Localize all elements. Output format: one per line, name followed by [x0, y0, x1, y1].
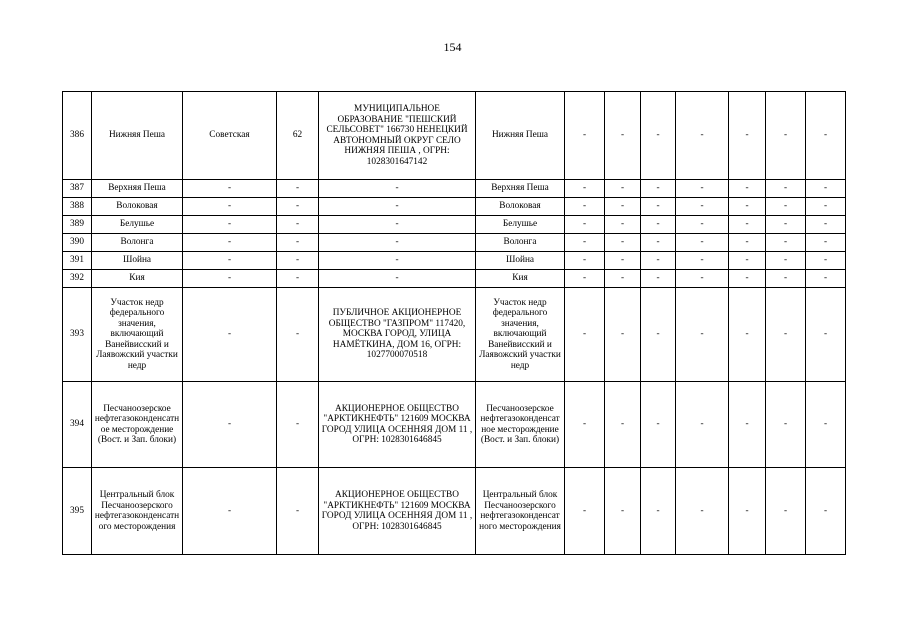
value-cell: -: [806, 216, 846, 234]
value-cell: -: [766, 234, 806, 252]
district-cell: -: [183, 198, 277, 216]
code-cell: -: [277, 198, 319, 216]
value-cell: -: [565, 198, 605, 216]
value-cell: -: [565, 288, 605, 382]
value-cell: -: [605, 216, 641, 234]
table-row: [63, 234, 846, 252]
object-name-cell: Центральный блок Песчаноозерского нефтегазоконденсатного месторождения: [476, 468, 565, 555]
value-cell: -: [729, 198, 766, 216]
value-cell: -: [641, 270, 676, 288]
value-cell: -: [729, 270, 766, 288]
table-row: [63, 198, 846, 216]
organization-cell: -: [319, 252, 476, 270]
district-cell: Советская: [183, 92, 277, 180]
settlement-name-cell: Верхняя Пеша: [92, 180, 183, 198]
table-row: [63, 180, 846, 198]
value-cell: -: [676, 216, 729, 234]
district-cell: -: [183, 382, 277, 468]
row-number-cell: 395: [63, 468, 92, 555]
settlement-name-cell: Нижняя Пеша: [92, 92, 183, 180]
settlement-name-cell: Центральный блок Песчаноозерского нефтегазоконденсатного месторождения: [92, 468, 183, 555]
code-cell: -: [277, 216, 319, 234]
value-cell: -: [641, 382, 676, 468]
organization-cell: -: [319, 198, 476, 216]
district-cell: -: [183, 270, 277, 288]
value-cell: -: [806, 92, 846, 180]
value-cell: -: [641, 288, 676, 382]
object-name-cell: Шойна: [476, 252, 565, 270]
district-cell: -: [183, 234, 277, 252]
settlement-name-cell: Шойна: [92, 252, 183, 270]
value-cell: -: [729, 92, 766, 180]
district-cell: -: [183, 468, 277, 555]
table-row: [63, 270, 846, 288]
value-cell: -: [729, 216, 766, 234]
code-cell: -: [277, 234, 319, 252]
district-cell: -: [183, 288, 277, 382]
value-cell: -: [605, 92, 641, 180]
value-cell: -: [766, 180, 806, 198]
value-cell: -: [641, 92, 676, 180]
value-cell: -: [605, 180, 641, 198]
organization-cell: МУНИЦИПАЛЬНОЕ ОБРАЗОВАНИЕ "ПЕШСКИЙ СЕЛЬСОВЕТ" 166730 НЕНЕЦКИЙ АВТОНОМНЫЙ ОКРУГ СЕЛО НИЖНЯЯ ПЕША , ОГРН: 1028301647142: [319, 92, 476, 180]
organization-cell: -: [319, 270, 476, 288]
value-cell: -: [676, 198, 729, 216]
value-cell: -: [766, 468, 806, 555]
table-row: [63, 216, 846, 234]
value-cell: -: [565, 382, 605, 468]
object-name-cell: Участок недр федерального значения, включающий Ванейвисский и Лаявожский участки недр: [476, 288, 565, 382]
object-name-cell: Верхняя Пеша: [476, 180, 565, 198]
table-row: [63, 92, 846, 180]
code-cell: 62: [277, 92, 319, 180]
organization-cell: АКЦИОНЕРНОЕ ОБЩЕСТВО "АРКТИКНЕФТЬ" 121609 МОСКВА ГОРОД УЛИЦА ОСЕННЯЯ ДОМ 11 , ОГРН: 1028301646845: [319, 382, 476, 468]
row-number-cell: 390: [63, 234, 92, 252]
value-cell: -: [766, 92, 806, 180]
code-cell: -: [277, 468, 319, 555]
value-cell: -: [766, 198, 806, 216]
value-cell: -: [641, 252, 676, 270]
object-name-cell: Волоковая: [476, 198, 565, 216]
organization-cell: АКЦИОНЕРНОЕ ОБЩЕСТВО "АРКТИКНЕФТЬ" 121609 МОСКВА ГОРОД УЛИЦА ОСЕННЯЯ ДОМ 11 , ОГРН: 1028301646845: [319, 468, 476, 555]
value-cell: -: [806, 198, 846, 216]
organization-cell: -: [319, 180, 476, 198]
table-row: [63, 288, 846, 382]
code-cell: -: [277, 180, 319, 198]
value-cell: -: [729, 180, 766, 198]
settlement-name-cell: Белушье: [92, 216, 183, 234]
organization-cell: -: [319, 216, 476, 234]
value-cell: -: [806, 180, 846, 198]
value-cell: -: [766, 288, 806, 382]
code-cell: -: [277, 252, 319, 270]
value-cell: -: [729, 288, 766, 382]
value-cell: -: [641, 216, 676, 234]
value-cell: -: [605, 288, 641, 382]
settlement-name-cell: Песчаноозерское нефтегазоконденсатное месторождение (Вост. и Зап. блоки): [92, 382, 183, 468]
value-cell: -: [766, 270, 806, 288]
settlement-name-cell: Волоковая: [92, 198, 183, 216]
value-cell: -: [729, 234, 766, 252]
row-number-cell: 386: [63, 92, 92, 180]
value-cell: -: [565, 270, 605, 288]
value-cell: -: [806, 468, 846, 555]
register-table: [62, 91, 846, 555]
value-cell: -: [676, 234, 729, 252]
value-cell: -: [766, 382, 806, 468]
table-row: [63, 252, 846, 270]
value-cell: -: [676, 382, 729, 468]
row-number-cell: 392: [63, 270, 92, 288]
value-cell: -: [565, 216, 605, 234]
value-cell: -: [605, 468, 641, 555]
value-cell: -: [641, 180, 676, 198]
page-number: 154: [443, 40, 462, 54]
value-cell: -: [605, 198, 641, 216]
value-cell: -: [729, 382, 766, 468]
code-cell: -: [277, 270, 319, 288]
value-cell: -: [676, 468, 729, 555]
value-cell: -: [605, 270, 641, 288]
value-cell: -: [806, 382, 846, 468]
value-cell: -: [565, 468, 605, 555]
value-cell: -: [565, 252, 605, 270]
code-cell: -: [277, 288, 319, 382]
code-cell: -: [277, 382, 319, 468]
table-row: [63, 382, 846, 468]
value-cell: -: [806, 288, 846, 382]
organization-cell: -: [319, 234, 476, 252]
district-cell: -: [183, 252, 277, 270]
object-name-cell: Нижняя Пеша: [476, 92, 565, 180]
value-cell: -: [766, 252, 806, 270]
value-cell: -: [641, 234, 676, 252]
value-cell: -: [766, 216, 806, 234]
value-cell: -: [806, 270, 846, 288]
row-number-cell: 391: [63, 252, 92, 270]
value-cell: -: [605, 234, 641, 252]
settlement-name-cell: Участок недр федерального значения, включающий Ванейвисский и Лаявожский участки недр: [92, 288, 183, 382]
district-cell: -: [183, 180, 277, 198]
row-number-cell: 387: [63, 180, 92, 198]
value-cell: -: [729, 468, 766, 555]
value-cell: -: [729, 252, 766, 270]
object-name-cell: Белушье: [476, 216, 565, 234]
value-cell: -: [806, 234, 846, 252]
value-cell: -: [676, 180, 729, 198]
value-cell: -: [605, 252, 641, 270]
row-number-cell: 388: [63, 198, 92, 216]
district-cell: -: [183, 216, 277, 234]
row-number-cell: 394: [63, 382, 92, 468]
settlement-name-cell: Волонга: [92, 234, 183, 252]
table-row: [63, 468, 846, 555]
value-cell: -: [676, 270, 729, 288]
settlement-name-cell: Кия: [92, 270, 183, 288]
organization-cell: ПУБЛИЧНОЕ АКЦИОНЕРНОЕ ОБЩЕСТВО "ГАЗПРОМ" 117420, МОСКВА ГОРОД, УЛИЦА НАМЁТКИНА, ДОМ 16, ОГРН: 1027700070518: [319, 288, 476, 382]
value-cell: -: [641, 468, 676, 555]
value-cell: -: [641, 198, 676, 216]
row-number-cell: 389: [63, 216, 92, 234]
value-cell: -: [676, 92, 729, 180]
row-number-cell: 393: [63, 288, 92, 382]
value-cell: -: [806, 252, 846, 270]
object-name-cell: Кия: [476, 270, 565, 288]
value-cell: -: [676, 288, 729, 382]
value-cell: -: [676, 252, 729, 270]
value-cell: -: [565, 180, 605, 198]
object-name-cell: Волонга: [476, 234, 565, 252]
value-cell: -: [565, 234, 605, 252]
value-cell: -: [605, 382, 641, 468]
value-cell: -: [565, 92, 605, 180]
object-name-cell: Песчаноозерское нефтегазоконденсатное месторождение (Вост. и Зап. блоки): [476, 382, 565, 468]
